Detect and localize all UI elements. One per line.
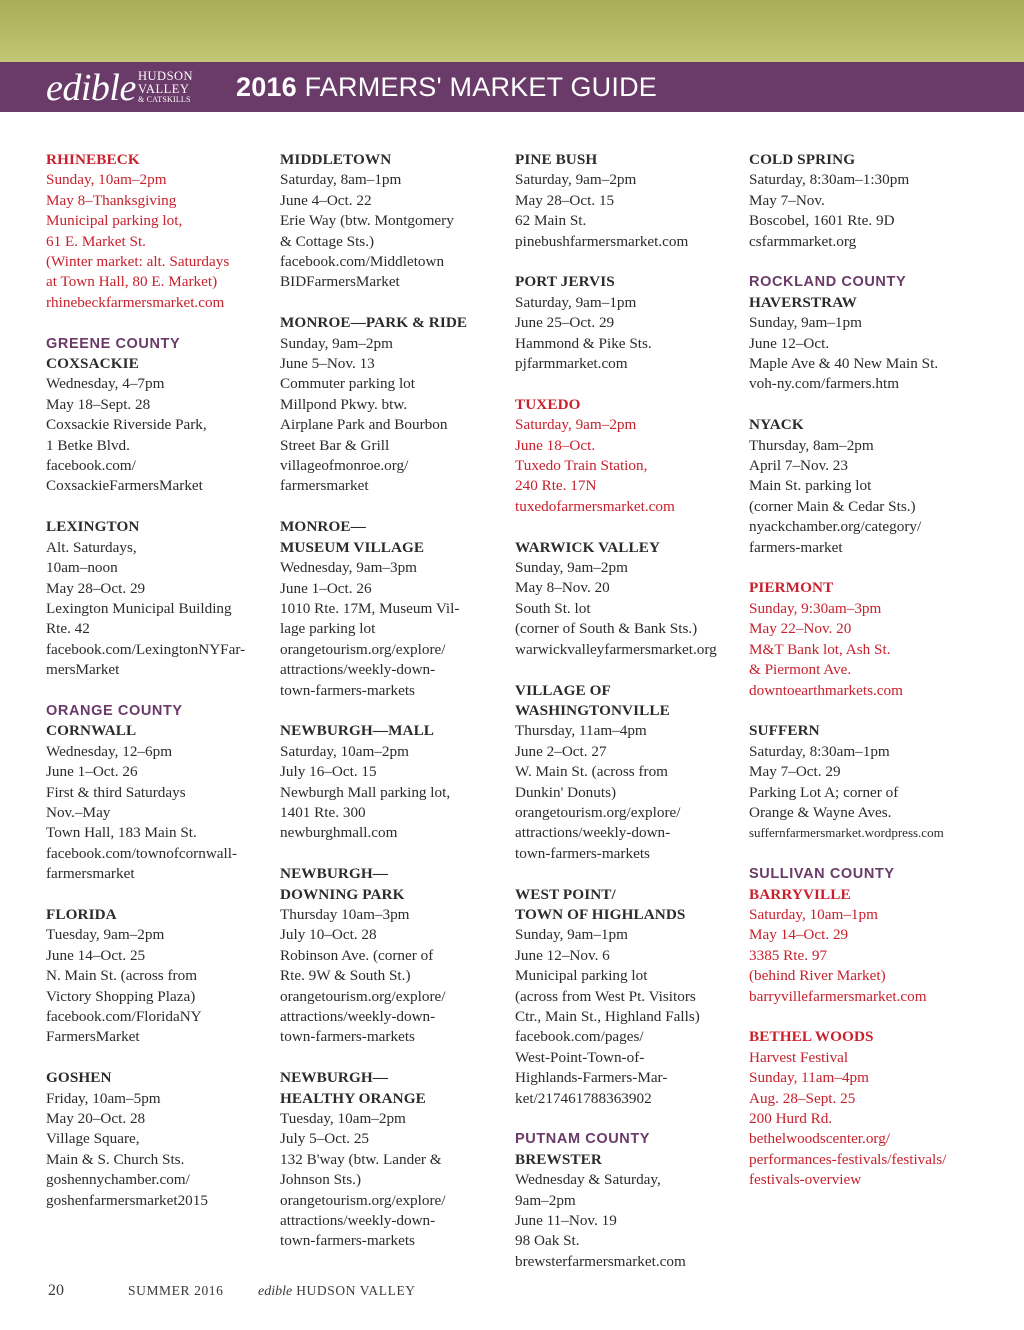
- market-detail-line: (Winter market: alt. Saturdays: [46, 253, 230, 271]
- market-name: NEWBURGH—: [280, 1069, 389, 1087]
- market-entry: [749, 293, 979, 395]
- market-detail-line: Harvest Festival: [749, 1048, 849, 1066]
- market-entry: [46, 150, 276, 313]
- market-detail-line: barryvillefarmersmarket.com: [749, 987, 927, 1005]
- market-entry: [749, 578, 979, 700]
- market-detail-line: attractions/weekly-down-: [515, 824, 671, 842]
- market-detail-line: May 8–Thanksgiving: [46, 191, 177, 209]
- market-detail-line: Newburgh Mall parking lot,: [280, 783, 451, 801]
- market-detail-line: July 5–Oct. 25: [280, 1130, 370, 1148]
- market-detail-line: goshenfarmersmarket2015: [46, 1191, 208, 1209]
- market-detail-line: pjfarmmarket.com: [515, 355, 628, 373]
- market-name: PIERMONT: [749, 579, 834, 597]
- market-detail-line: ket/217461788363902: [515, 1089, 652, 1107]
- market-entry: [46, 517, 276, 680]
- market-detail-line: May 18–Sept. 28: [46, 395, 151, 413]
- market-entry: [515, 395, 745, 517]
- market-entry: [280, 864, 510, 1048]
- market-detail-line: June 14–Oct. 25: [46, 946, 146, 964]
- market-entry: [46, 354, 276, 497]
- market-detail-line: 1 Betke Blvd.: [46, 436, 130, 454]
- market-detail-line: CoxsackieFarmersMarket: [46, 477, 203, 495]
- market-detail-line: Main & S. Church Sts.: [46, 1150, 185, 1168]
- market-detail-line: goshennychamber.com/: [46, 1171, 190, 1189]
- market-detail-line: Saturday, 9am–2pm: [515, 171, 637, 189]
- market-name: DOWNING PARK: [280, 885, 405, 903]
- market-detail-line: Village Square,: [46, 1130, 140, 1148]
- market-detail-line: Maple Ave & 40 New Main St.: [749, 355, 939, 373]
- market-entry: [749, 150, 979, 252]
- market-detail-line: FarmersMarket: [46, 1028, 140, 1046]
- market-name: TOWN OF HIGHLANDS: [515, 905, 686, 923]
- market-detail-line: West-Point-Town-of-: [515, 1048, 645, 1066]
- market-name: MIDDLETOWN: [280, 151, 392, 168]
- market-name: WASHINGTONVILLE: [515, 701, 670, 719]
- market-detail-line: Sunday, 9am–2pm: [280, 334, 393, 352]
- publication-italic: edible: [258, 1284, 293, 1299]
- market-detail-line: facebook.com/townofcornwall-: [46, 844, 238, 862]
- market-detail-line: (corner of South & Bank Sts.): [515, 620, 698, 638]
- market-detail-line: attractions/weekly-down-: [280, 1008, 436, 1025]
- market-detail-line: Airplane Park and Bourbon: [280, 416, 448, 434]
- market-detail-line: N. Main St. (across from: [46, 967, 198, 985]
- market-detail-line: 10am–noon: [46, 559, 118, 577]
- market-detail-line: Tuesday, 9am–2pm: [46, 926, 165, 944]
- market-detail-line: orangetourism.org/explore/: [280, 1191, 446, 1209]
- market-detail-line: villageofmonroe.org/: [280, 457, 409, 475]
- market-detail-line: Aug. 28–Sept. 25: [749, 1089, 856, 1107]
- market-detail-line: warwickvalleyfarmersmarket.org: [515, 640, 717, 658]
- market-detail-line: Highlands-Farmers-Mar-: [515, 1069, 668, 1087]
- market-detail-line: 61 E. Market St.: [46, 232, 146, 250]
- market-detail-line: Thursday, 8am–2pm: [749, 436, 874, 454]
- market-detail-line: June 1–Oct. 26: [280, 579, 372, 597]
- market-detail-line: pinebushfarmersmarket.com: [515, 232, 689, 250]
- market-detail-line: tuxedofarmersmarket.com: [515, 497, 675, 515]
- market-detail-line: June 4–Oct. 22: [280, 191, 372, 209]
- market-entry: [46, 721, 276, 884]
- market-detail-line: Municipal parking lot: [515, 967, 648, 985]
- market-detail-line: May 8–Nov. 20: [515, 579, 610, 597]
- market-detail-line: May 22–Nov. 20: [749, 620, 852, 638]
- logo-region-line: & CATSKILLS: [138, 95, 191, 104]
- market-detail-line: Nov.–May: [46, 803, 111, 821]
- market-detail-line: bethelwoodscenter.org/: [749, 1130, 891, 1148]
- market-detail-line: Saturday, 8:30am–1:30pm: [749, 171, 910, 189]
- market-detail-line: 62 Main St.: [515, 212, 587, 230]
- market-detail-line: Wednesday, 12–6pm: [46, 742, 173, 760]
- market-detail-line: orangetourism.org/explore/: [280, 640, 446, 658]
- market-name: GOSHEN: [46, 1069, 112, 1087]
- market-detail-line: Saturday, 8:30am–1pm: [749, 742, 890, 760]
- column-2: [280, 150, 510, 1272]
- market-detail-line: town-farmers-markets: [280, 681, 415, 699]
- county-heading: ROCKLAND COUNTY: [749, 274, 907, 291]
- market-name: SUFFERN: [749, 722, 820, 740]
- issue-label: SUMMER 2016: [128, 1283, 224, 1298]
- market-detail-line: (corner Main & Cedar Sts.): [749, 497, 916, 515]
- market-detail-line: voh-ny.com/farmers.htm: [749, 375, 900, 393]
- market-detail-line: Sunday, 9:30am–3pm: [749, 599, 882, 617]
- market-detail-line: Erie Way (btw. Montgomery: [280, 212, 454, 230]
- market-entry: [515, 150, 745, 252]
- logo-region-line: HUDSON: [138, 69, 194, 83]
- market-name: HAVERSTRAW: [749, 293, 857, 311]
- market-detail-line: at Town Hall, 80 E. Market): [46, 273, 218, 291]
- market-detail-line: lage parking lot: [280, 620, 376, 638]
- top-color-band: [0, 0, 1024, 62]
- market-detail-line: facebook.com/Middletown: [280, 253, 445, 271]
- market-detail-line: orangetourism.org/explore/: [280, 987, 446, 1005]
- title-year: 2016: [236, 72, 297, 102]
- market-detail-line: attractions/weekly-down-: [280, 1212, 436, 1230]
- market-detail-line: & Cottage Sts.): [280, 232, 375, 250]
- county-heading: GREENE COUNTY: [46, 335, 181, 352]
- market-detail-line: 9am–2pm: [515, 1191, 576, 1209]
- market-detail-line: Sunday, 10am–2pm: [46, 171, 167, 189]
- market-entry: [749, 415, 979, 558]
- market-detail-line: town-farmers-markets: [280, 1232, 415, 1250]
- market-name: NEWBURGH—MALL: [280, 722, 435, 740]
- market-detail-line: Tuesday, 10am–2pm: [280, 1110, 406, 1128]
- market-name: HEALTHY ORANGE: [280, 1089, 426, 1107]
- page-footer: [46, 1282, 646, 1302]
- market-entry: [280, 150, 510, 293]
- market-detail-line: Millpond Pkwy. btw.: [280, 395, 408, 413]
- market-detail-line: Friday, 10am–5pm: [46, 1089, 161, 1107]
- market-detail-line: May 7–Nov.: [749, 191, 825, 209]
- market-name: PINE BUSH: [515, 151, 598, 168]
- county-heading: PUTNAM COUNTY: [515, 1131, 651, 1148]
- market-detail-line: 1401 Rte. 300: [280, 803, 366, 821]
- market-detail-line: June 25–Oct. 29: [515, 314, 615, 332]
- market-detail-line: July 10–Oct. 28: [280, 926, 377, 944]
- market-entry: [749, 721, 979, 843]
- market-detail-line: Tuxedo Train Station,: [515, 457, 648, 475]
- market-detail-line: Sunday, 9am–1pm: [749, 314, 862, 332]
- market-detail-line: W. Main St. (across from: [515, 763, 668, 781]
- market-detail-line: 240 Rte. 17N: [515, 477, 597, 495]
- market-detail-line: facebook.com/FloridaNY: [46, 1008, 202, 1025]
- market-name: COLD SPRING: [749, 151, 856, 168]
- market-entry: [515, 681, 745, 865]
- market-name: VILLAGE OF: [515, 681, 611, 699]
- market-detail-line: Victory Shopping Plaza): [46, 987, 196, 1005]
- market-detail-line: June 18–Oct.: [515, 436, 596, 454]
- market-entry: [46, 905, 276, 1048]
- market-detail-line: mersMarket: [46, 661, 120, 679]
- market-detail-line: facebook.com/pages/: [515, 1028, 644, 1046]
- market-name: COXSACKIE: [46, 355, 139, 373]
- column-1: [46, 150, 276, 1231]
- market-entry: [280, 517, 510, 701]
- market-detail-line: Thursday 10am–3pm: [280, 905, 410, 923]
- market-detail-line: 3385 Rte. 97: [749, 946, 828, 964]
- market-name: WARWICK VALLEY: [515, 538, 661, 556]
- market-detail-line: & Piermont Ave.: [749, 661, 852, 679]
- page-number: 20: [48, 1282, 64, 1299]
- market-detail-line: May 20–Oct. 28: [46, 1110, 146, 1128]
- market-entry: [515, 885, 745, 1109]
- market-detail-line: Parking Lot A; corner of: [749, 783, 899, 801]
- market-name: LEXINGTON: [46, 518, 140, 536]
- market-detail-line: Main St. parking lot: [749, 477, 872, 495]
- market-detail-line: facebook.com/LexingtonNYFar-: [46, 640, 246, 658]
- market-detail-line: Lexington Municipal Building: [46, 599, 232, 617]
- market-detail-line: First & third Saturdays: [46, 783, 186, 801]
- market-detail-line: Rte. 42: [46, 620, 90, 638]
- market-detail-line: Saturday, 9am–1pm: [515, 293, 637, 311]
- market-detail-line: Orange & Wayne Aves.: [749, 803, 892, 821]
- market-name: RHINEBECK: [46, 151, 140, 168]
- market-detail-line: 200 Hurd Rd.: [749, 1110, 833, 1127]
- market-detail-line: BIDFarmersMarket: [280, 273, 400, 291]
- market-detail-line: Rte. 9W & South St.): [280, 967, 411, 985]
- market-detail-line: June 2–Oct. 27: [515, 742, 607, 760]
- county-heading: ORANGE COUNTY: [46, 702, 183, 719]
- market-name: CORNWALL: [46, 722, 137, 740]
- market-detail-line: Saturday, 10am–2pm: [280, 742, 409, 760]
- market-detail-line: Thursday, 11am–4pm: [515, 722, 647, 740]
- market-detail-line: June 5–Nov. 13: [280, 355, 375, 373]
- market-detail-line: Hammond & Pike Sts.: [515, 334, 652, 352]
- market-entry: [749, 885, 979, 1007]
- market-detail-line: orangetourism.org/explore/: [515, 803, 681, 821]
- market-detail-line: csfarmmarket.org: [749, 232, 857, 250]
- market-detail-line: Ctr., Main St., Highland Falls): [515, 1007, 700, 1025]
- market-detail-line: Robinson Ave. (corner of: [280, 946, 434, 964]
- market-detail-line: Wednesday, 9am–3pm: [280, 559, 417, 577]
- market-entry: [280, 721, 510, 843]
- market-detail-line: festivals-overview: [749, 1171, 862, 1189]
- market-detail-line: suffernfarmersmarket.wordpress.com: [749, 825, 944, 841]
- column-3: [515, 150, 745, 1293]
- market-detail-line: May 7–Oct. 29: [749, 763, 841, 781]
- market-detail-line: July 16–Oct. 15: [280, 763, 377, 781]
- market-detail-line: newburghmall.com: [280, 824, 398, 842]
- market-detail-line: 98 Oak St.: [515, 1232, 580, 1250]
- market-name: BETHEL WOODS: [749, 1028, 874, 1046]
- market-detail-line: April 7–Nov. 23: [749, 457, 848, 475]
- market-detail-line: 132 B'way (btw. Lander &: [280, 1150, 442, 1168]
- market-detail-line: Johnson Sts.): [280, 1171, 362, 1189]
- column-4: [749, 150, 979, 1211]
- market-detail-line: Saturday, 10am–1pm: [749, 905, 878, 923]
- market-name: BARRYVILLE: [749, 885, 851, 903]
- county-heading: SULLIVAN COUNTY: [749, 866, 895, 883]
- market-entry: [280, 313, 510, 497]
- market-detail-line: May 28–Oct. 15: [515, 191, 615, 209]
- market-detail-line: June 12–Oct.: [749, 334, 830, 352]
- market-detail-line: June 11–Nov. 19: [515, 1212, 617, 1230]
- market-detail-line: nyackchamber.org/category/: [749, 518, 922, 536]
- market-detail-line: Municipal parking lot,: [46, 212, 183, 230]
- market-detail-line: Alt. Saturdays,: [46, 538, 137, 556]
- market-detail-line: June 1–Oct. 26: [46, 763, 138, 781]
- market-detail-line: June 12–Nov. 6: [515, 946, 610, 964]
- publication-name: [258, 1283, 416, 1300]
- market-entry: [515, 1150, 745, 1272]
- market-detail-line: Sunday, 11am–4pm: [749, 1069, 869, 1087]
- market-detail-line: (across from West Pt. Visitors: [515, 987, 696, 1005]
- market-detail-line: Street Bar & Grill: [280, 436, 390, 454]
- page-title: [236, 72, 657, 102]
- header-bar: [0, 62, 1024, 112]
- market-detail-line: Wednesday, 4–7pm: [46, 375, 165, 393]
- market-name: MONROE—PARK & RIDE: [280, 314, 468, 332]
- logo-word: edible: [46, 67, 136, 109]
- market-name: MUSEUM VILLAGE: [280, 538, 425, 556]
- market-detail-line: Wednesday & Saturday,: [515, 1171, 661, 1189]
- market-detail-line: Sunday, 9am–1pm: [515, 926, 628, 944]
- market-name: BREWSTER: [515, 1150, 602, 1168]
- market-entry: [46, 1068, 276, 1211]
- market-detail-line: farmersmarket: [280, 477, 369, 495]
- market-detail-line: town-farmers-markets: [515, 844, 650, 862]
- market-name: NYACK: [749, 416, 804, 434]
- market-detail-line: performances-festivals/festivals/: [749, 1150, 947, 1168]
- market-name: NEWBURGH—: [280, 865, 389, 883]
- market-detail-line: attractions/weekly-down-: [280, 661, 436, 679]
- market-name: TUXEDO: [515, 395, 581, 413]
- market-detail-line: M&T Bank lot, Ash St.: [749, 640, 891, 658]
- market-name: PORT JERVIS: [515, 273, 615, 291]
- market-detail-line: (behind River Market): [749, 967, 886, 985]
- market-detail-line: May 28–Oct. 29: [46, 579, 146, 597]
- market-detail-line: rhinebeckfarmersmarket.com: [46, 293, 225, 311]
- logo-region-line: VALLEY: [138, 81, 190, 96]
- market-detail-line: facebook.com/: [46, 457, 136, 475]
- publication-rest: HUDSON VALLEY: [296, 1283, 416, 1298]
- market-name: MONROE—: [280, 518, 366, 536]
- market-detail-line: Boscobel, 1601 Rte. 9D: [749, 212, 895, 230]
- market-entry: [749, 1027, 979, 1190]
- market-name: FLORIDA: [46, 905, 117, 923]
- market-detail-line: May 14–Oct. 29: [749, 926, 849, 944]
- market-detail-line: Dunkin' Donuts): [515, 783, 617, 801]
- market-detail-line: Town Hall, 183 Main St.: [46, 824, 197, 842]
- market-detail-line: brewsterfarmersmarket.com: [515, 1252, 686, 1270]
- market-detail-line: Sunday, 9am–2pm: [515, 559, 628, 577]
- title-text: FARMERS' MARKET GUIDE: [304, 72, 657, 102]
- market-detail-line: farmers-market: [749, 538, 843, 556]
- market-name: WEST POINT/: [515, 885, 616, 903]
- market-detail-line: town-farmers-markets: [280, 1028, 415, 1046]
- market-detail-line: 1010 Rte. 17M, Museum Vil-: [280, 599, 460, 617]
- market-detail-line: Saturday, 8am–1pm: [280, 171, 402, 189]
- market-detail-line: Coxsackie Riverside Park,: [46, 416, 207, 434]
- market-entry: [515, 538, 745, 660]
- market-detail-line: Saturday, 9am–2pm: [515, 416, 637, 434]
- market-detail-line: downtoearthmarkets.com: [749, 681, 903, 699]
- market-detail-line: Commuter parking lot: [280, 375, 415, 393]
- market-detail-line: South St. lot: [515, 599, 591, 617]
- logo-region: [138, 70, 208, 104]
- market-detail-line: farmersmarket: [46, 865, 135, 883]
- market-entry: [280, 1068, 510, 1252]
- market-entry: [515, 272, 745, 374]
